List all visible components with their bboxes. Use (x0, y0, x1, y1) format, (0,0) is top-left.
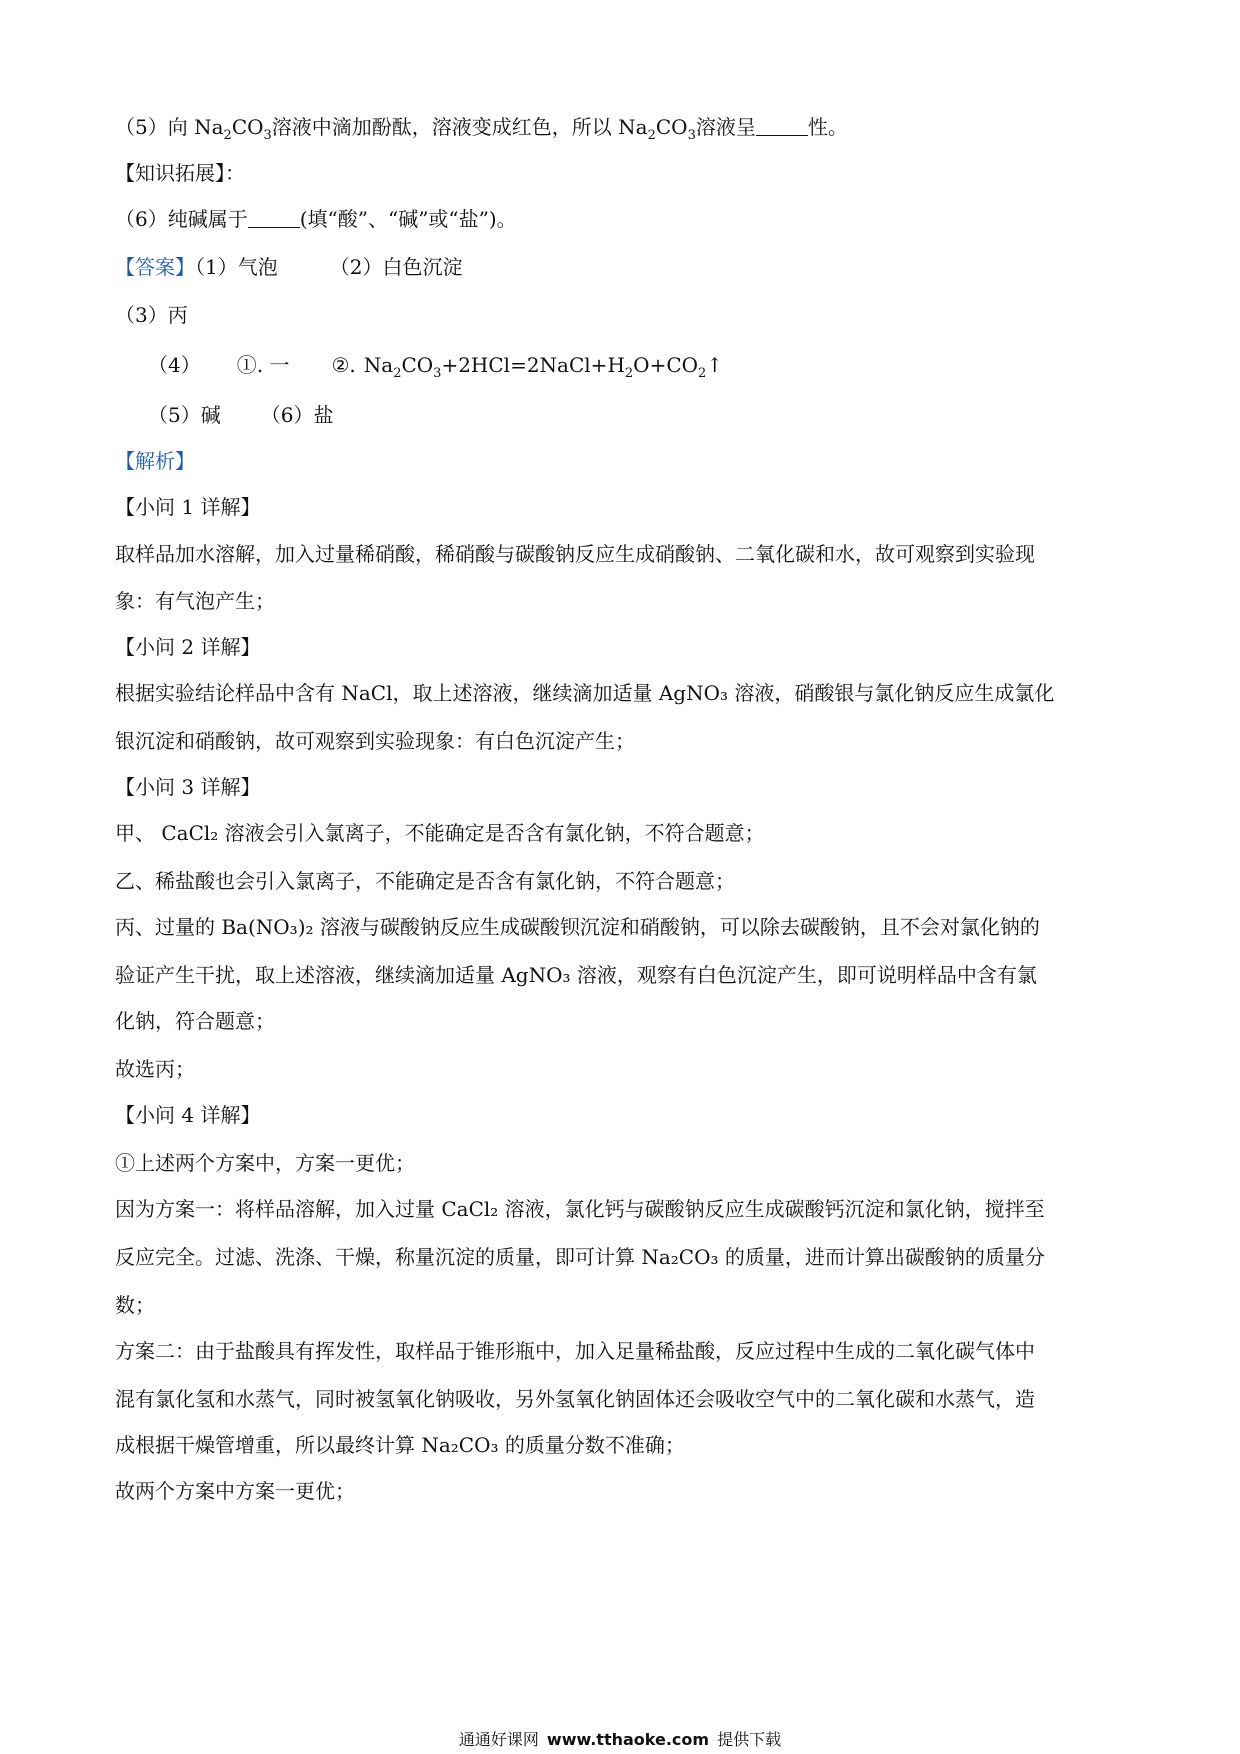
paragraph-line: 根据实验结论样品中含有 NaCl，取上述溶液，继续滴加适量 AgNO₃ 溶液，硝酸银与氯化钠反应生成氯化 (115, 681, 1055, 705)
formula-na2co3: $Na_2CO_3$ (194, 115, 272, 143)
footer-text: 提供下载 (717, 1730, 782, 1749)
analysis-label: 【解析】 (115, 449, 195, 473)
paragraph-line: 化钠，符合题意； (115, 1009, 275, 1033)
paragraph-line: 方案二：由于盐酸具有挥发性，取样品于锥形瓶中，加入足量稀盐酸，反应过程中生成的二氧化碳气体中 (115, 1339, 1035, 1363)
q5-text-2: 溶液中滴加酚酞，溶液变成红色，所以 (271, 115, 619, 139)
paragraph-line: 丙、过量的 Ba(NO₃)₂ 溶液与碳酸钠反应生成碳酸钡沉淀和硝酸钠，可以除去碳酸钠，且不会对氯化钠的 (115, 915, 1040, 939)
question-5 (115, 112, 1135, 142)
answer-2: （2）白色沉淀 (329, 255, 463, 279)
paragraph-line: 取样品加水溶解，加入过量稀硝酸，稀硝酸与碳酸钠反应生成硝酸钠、二氧化碳和水，故可观察到实验现 (115, 542, 1035, 566)
q5-text-3: 溶液呈 (695, 115, 756, 139)
knowledge-extension-header: 【知识拓展】： (115, 161, 245, 185)
paragraph-line: ①上述两个方案中，方案一更优； (115, 1151, 415, 1175)
answer-3: （3）丙 (115, 303, 188, 327)
page-footer (0, 1727, 1240, 1750)
answer-1: （1）气泡 (195, 255, 278, 279)
answer-4-part-2: ②. (331, 353, 356, 377)
answer-4-number: （4） (148, 353, 201, 377)
answer-6: （6）盐 (260, 403, 334, 427)
q6-text-2: (填“酸”、“碱”或“盐”)。 (299, 207, 517, 231)
answer-row-5 (148, 400, 1168, 430)
paragraph-line: 混有氯化氢和水蒸气，同时被氢氧化钠吸收，另外氢氧化钠固体还会吸收空气中的二氧化碳和水蒸气，造 (115, 1387, 1035, 1411)
chemical-equation: $Na_2CO_3+2HCl=2NaCl+H_2O+CO_2↑$ (363, 353, 724, 381)
answer-row-1 (115, 252, 1135, 282)
section-heading: 【小问 2 详解】 (115, 635, 261, 659)
answer-label: 【答案】 (115, 255, 195, 279)
section-heading: 【小问 4 详解】 (115, 1103, 261, 1127)
paragraph-line: 反应完全。过滤、洗涤、干燥，称量沉淀的质量，即可计算 Na₂CO₃ 的质量，进而计算出碳酸钠的质量分 (115, 1245, 1045, 1269)
answer-blank (248, 207, 300, 228)
paragraph-line: 因为方案一：将样品溶解，加入过量 CaCl₂ 溶液，氯化钙与碳酸钠反应生成碳酸钙沉淀和氯化钠，搅拌至 (115, 1197, 1045, 1221)
q5-text-1: （5）向 (115, 115, 195, 139)
footer-url-link[interactable]: www.tthaoke.com (546, 1730, 710, 1749)
section-heading: 【小问 3 详解】 (115, 775, 261, 799)
paragraph-line: 成根据干燥管增重，所以最终计算 Na₂CO₃ 的质量分数不准确； (115, 1433, 685, 1457)
question-6 (115, 204, 1135, 234)
section-heading: 【小问 1 详解】 (115, 495, 261, 519)
footer-site-name: 通通好课网 (458, 1730, 539, 1749)
q5-text-4: 性。 (807, 115, 848, 139)
formula-na2co3: $Na_2CO_3$ (618, 115, 696, 143)
paragraph-line: 象：有气泡产生； (115, 589, 275, 613)
answer-5: （5）碱 (148, 403, 221, 427)
paragraph-line: 甲、 CaCl₂ 溶液会引入氯离子，不能确定是否含有氯化钠，不符合题意； (115, 821, 765, 845)
answer-row-4 (148, 350, 1168, 380)
gas-arrow-icon: ↑ (706, 353, 724, 377)
answer-blank (756, 115, 808, 136)
paragraph-line: 故选丙； (115, 1057, 195, 1081)
paragraph-line: 乙、稀盐酸也会引入氯离子，不能确定是否含有氯化钠，不符合题意； (115, 869, 735, 893)
paragraph-line: 验证产生干扰，取上述溶液，继续滴加适量 AgNO₃ 溶液，观察有白色沉淀产生，即可说明样品中含有氯 (115, 963, 1037, 987)
answer-4-part-1: ①. 一 (236, 353, 290, 377)
paragraph-line: 数； (115, 1293, 155, 1317)
paragraph-line: 故两个方案中方案一更优； (115, 1479, 355, 1503)
paragraph-line: 银沉淀和硝酸钠，故可观察到实验现象：有白色沉淀产生； (115, 729, 635, 753)
q6-text-1: （6）纯碱属于 (115, 207, 248, 231)
